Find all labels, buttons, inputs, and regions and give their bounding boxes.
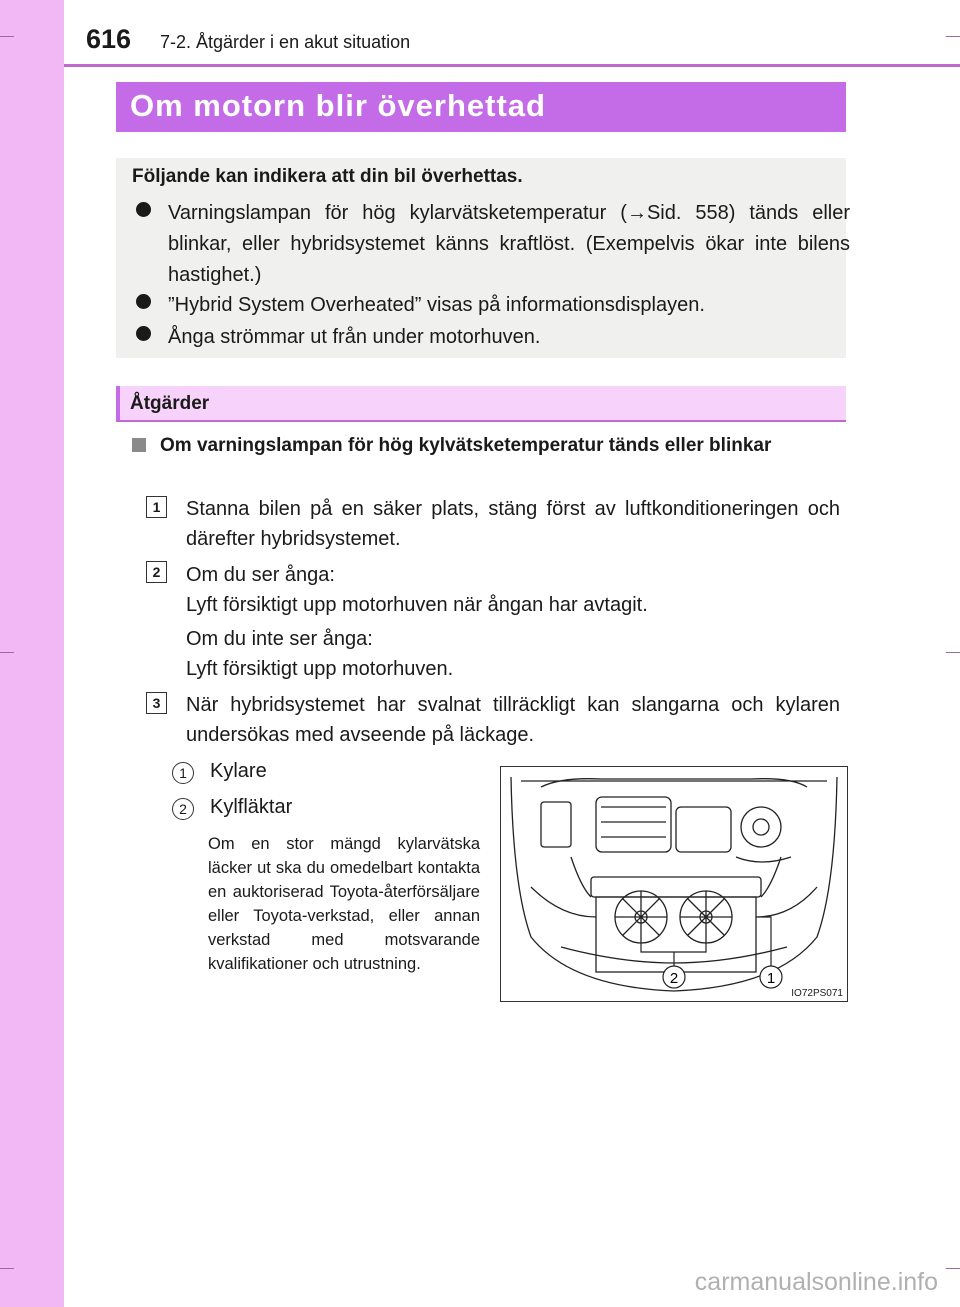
chapter-title: 7-2. Åtgärder i en akut situation — [160, 32, 411, 52]
bullet-icon — [136, 294, 151, 309]
figure-code: IO72PS071 — [791, 988, 843, 999]
callout-number: 1 — [172, 762, 194, 784]
section-accent — [116, 386, 120, 420]
step-number: 2 — [146, 561, 167, 583]
symptoms-box — [116, 158, 850, 358]
page-title: Om motorn blir överhettad — [130, 88, 546, 123]
step-number: 3 — [146, 692, 167, 714]
engine-bay-illustration — [501, 767, 847, 1001]
figure-marker-2: 2 — [669, 970, 679, 987]
sub-heading-text: Om varningslampan för hög kylvätsketemperatur tänds eller blinkar — [160, 435, 772, 456]
bullet-icon — [136, 326, 151, 341]
crop-mark — [946, 1268, 960, 1269]
step-text: Lyft försiktigt upp motorhuven när ångan har avtagit. — [186, 594, 648, 616]
symptoms-heading: Följande kan indikera att din bil överhettas. — [132, 166, 523, 187]
callout-number: 2 — [172, 798, 194, 820]
crop-mark — [0, 1268, 14, 1269]
page-side-tab — [0, 0, 64, 1307]
step-text: Stanna bilen på en säker plats, stäng först av luftkonditioneringen och därefter hybridsystemet. — [186, 498, 840, 550]
bullet-text: Ånga strömmar ut från under motorhuven. — [168, 326, 541, 348]
section-label: Åtgärder — [130, 393, 210, 414]
figure-marker-1: 1 — [766, 970, 776, 987]
page-number: 616 — [86, 24, 132, 54]
crop-mark — [0, 36, 14, 37]
section-title-bar — [116, 82, 846, 132]
crop-mark — [946, 36, 960, 37]
engine-bay-figure — [500, 766, 848, 1002]
step-number: 1 — [146, 496, 167, 518]
bullet-icon — [136, 202, 151, 217]
step-text: Om du ser ånga: — [186, 564, 335, 586]
step-text: När hybridsystemet har svalnat tillräckligt kan slangarna och kylaren undersökas med avseende på läckage. — [186, 694, 840, 746]
step-text: Om du inte ser ånga: — [186, 628, 373, 650]
bullet-text: ”Hybrid System Overheated” visas på informationsdisplayen. — [168, 294, 705, 316]
callout-label: Kylfläktar — [210, 796, 293, 818]
watermark-text: carmanualsonline.info — [694, 1268, 938, 1296]
callout-label: Kylare — [210, 760, 267, 782]
crop-mark — [0, 652, 14, 653]
step-text: Lyft försiktigt upp motorhuven. — [186, 658, 454, 680]
square-bullet-icon — [132, 438, 146, 452]
crop-mark — [946, 652, 960, 653]
actions-section-bar — [116, 386, 846, 422]
warning-note: Om en stor mängd kylarvätska läcker ut ska du omedelbart kontakta en auktoriserad Toyota-återförsäljare eller Toyota-verkstad, eller annan verkstad med motsvarande kvalifikationer och utrustning. — [208, 835, 480, 973]
header-divider — [64, 64, 960, 67]
bullet-text: Varningslampan för hög kylarvätsketemperatur (→Sid. 558) tänds eller blinkar, eller hybridsystemet känns kraftlöst. (Exempelvis ökar inte bilens hastighet.) — [168, 202, 850, 286]
